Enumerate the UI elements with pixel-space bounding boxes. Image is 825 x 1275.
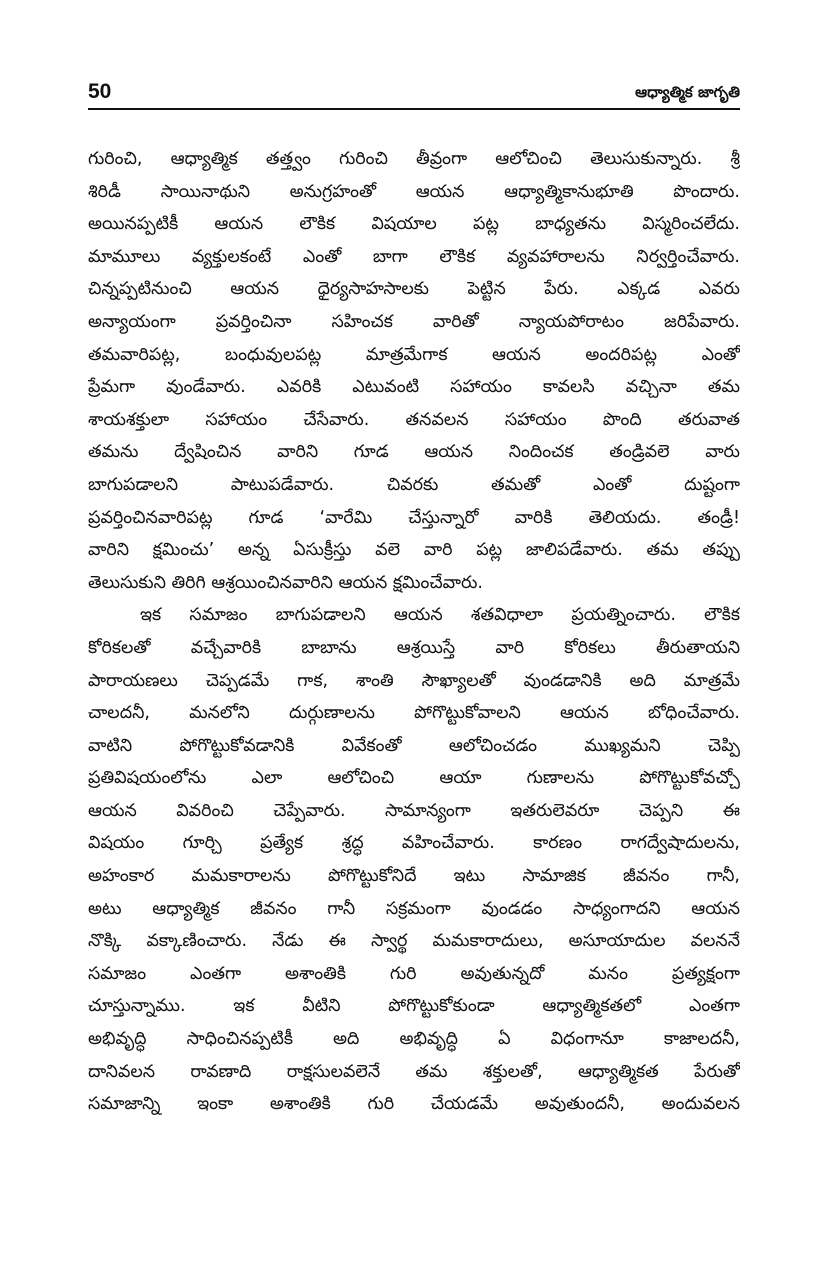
text-line: ప్రతివిషయంలోను ఎలా ఆలోచించి ఆయా గుణాలను పోగొట్టుకోవచ్చో bbox=[88, 768, 740, 789]
text-line: తమవారిపట్ల, బంధువులపట్ల మాత్రమేగాక ఆయన అందరిపట్ల ఎంతో bbox=[88, 344, 740, 365]
text-line: ప్రేమగా వుండేవారు. ఎవరికి ఎటువంటి సహాయం కావలసి వచ్చినా తమ bbox=[88, 377, 740, 398]
text-line: శాయశక్తులా సహాయం చేసేవారు. తనవలన సహాయం పొంది తరువాత bbox=[88, 409, 740, 430]
text-line: కోరికలతో వచ్చేవారికి బాబాను ఆశ్రయిస్తే వారి కోరికలు తీరుతాయని bbox=[88, 637, 740, 658]
paragraph-1 bbox=[88, 143, 740, 599]
text-line: వారిని క్షమించు’ అన్న ఏసుక్రీస్తు వలె వారి పట్ల జాలిపడేవారు. తమ తప్పు bbox=[88, 540, 740, 561]
text-line: బాగుపడాలని పాటుపడేవారు. చివరకు తమతో ఎంతో దుష్టంగా bbox=[88, 474, 740, 495]
text-line: నొక్కి వక్కాణించారు. నేడు ఈ స్వార్థ మమకారాదులు, అసూయాదుల వలననే bbox=[88, 931, 740, 952]
text-line: గురించి, ఆధ్యాత్మిక తత్త్వం గురించి తీవ్రంగా ఆలోచించి తెలుసుకున్నారు. శ్రీ bbox=[88, 149, 740, 169]
text-line: విషయం గూర్చి ప్రత్యేక శ్రద్ధ వహించేవారు. కారణం రాగద్వేషాదులను, bbox=[88, 833, 740, 854]
text-line: అన్యాయంగా ప్రవర్తించినా సహించక వారితో న్యాయపోరాటం జరిపేవారు. bbox=[88, 311, 740, 332]
text-line: సమాజం ఎంతగా అశాంతికి గురి అవుతున్నదో మనం ప్రత్యక్షంగా bbox=[88, 963, 740, 984]
paragraph-2 bbox=[88, 599, 740, 1121]
text-line: పారాయణలు చెప్పడమే గాక, శాంతి సౌఖ్యాలతో వుండడానికి అది మాత్రమే bbox=[88, 670, 740, 691]
text-line: ఆయన వివరించి చెప్పేవారు. సామాన్యంగా ఇతరులెవరూ చెప్పని ఈ bbox=[88, 800, 740, 821]
body-text bbox=[88, 143, 740, 1121]
text-line: తెలుసుకుని తిరిగి ఆశ్రయించినవారిని ఆయన క్షమించేవారు. bbox=[88, 572, 483, 593]
text-line: శిరిడీ సాయినాథుని అనుగ్రహంతో ఆయన ఆధ్యాత్మికానుభూతి పొందారు. bbox=[88, 181, 740, 202]
text-line: సమాజాన్ని ఇంకా అశాంతికి గురి చేయడమే అవుతుందనీ, అందువలన bbox=[88, 1094, 740, 1115]
text-line: చిన్నప్పటినుంచి ఆయన ధైర్యసాహసాలకు పెట్టిన పేరు. ఎక్కడ ఎవరు bbox=[88, 279, 740, 300]
text-line: అభివృద్ధి సాధించినప్పటికీ అది అభివృద్ధి ఏ విధంగానూ కాజాలదనీ, bbox=[88, 1029, 740, 1050]
running-title: ఆధ్యాత్మిక జాగృతి bbox=[635, 83, 740, 101]
text-line: మామూలు వ్యక్తులకంటే ఎంతో బాగా లౌకిక వ్యవహారాలను నిర్వర్తించేవారు. bbox=[88, 246, 740, 267]
text-line: అహంకార మమకారాలను పోగొట్టుకోనిదే ఇటు సామాజిక జీవనం గానీ, bbox=[88, 866, 740, 887]
page-number: 50 bbox=[88, 80, 112, 103]
text-line: దానివలన రావణాది రాక్షసులవలెనే తమ శక్తులతో, ఆధ్యాత్మికత పేరుతో bbox=[88, 1061, 740, 1082]
text-line: ప్రవర్తించినవారిపట్ల గూడ ‘వారేమి చేస్తున్నారో వారికి తెలియదు. తండ్రీ! bbox=[88, 507, 740, 528]
text-line: చాలదనీ, మనలోని దుర్గుణాలను పోగొట్టుకోవాలని ఆయన బోధించేవారు. bbox=[88, 703, 740, 724]
text-line: ఇక సమాజం బాగుపడాలని ఆయన శతవిధాలా ప్రయత్నించారు. లౌకిక bbox=[140, 605, 740, 626]
text-line: వాటిని పోగొట్టుకోవడానికి వివేకంతో ఆలోచించడం ముఖ్యమని చెప్పి bbox=[88, 735, 740, 756]
text-line: చూస్తున్నాము. ఇక వీటిని పోగొట్టుకోకుండా ఆధ్యాత్మికతలో ఎంతగా bbox=[88, 996, 740, 1017]
text-line: అటు ఆధ్యాత్మిక జీవనం గానీ సక్రమంగా వుండడం సాధ్యంగాదని ఆయన bbox=[88, 898, 740, 919]
text-line: తమను ద్వేషించిన వారిని గూడ ఆయన నిందించక తండ్రివలె వారు bbox=[88, 442, 740, 463]
page-header bbox=[88, 78, 740, 110]
text-line: అయినప్పటికీ ఆయన లౌకిక విషయాల పట్ల బాధ్యతను విస్మరించలేదు. bbox=[88, 214, 740, 235]
header-rule bbox=[88, 108, 740, 110]
